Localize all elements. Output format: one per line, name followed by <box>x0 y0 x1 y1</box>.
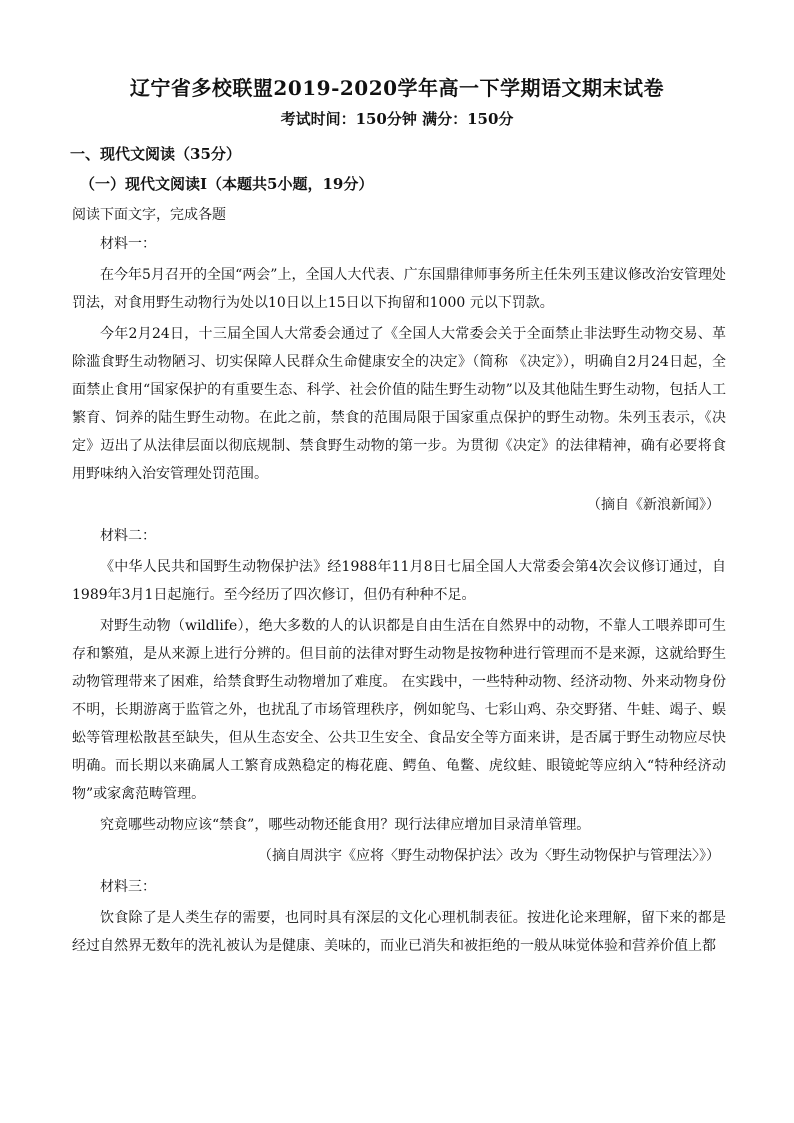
material1-paragraph-1: 在今年5月召开的全国“两会”上，全国人大代表、广东国鼎律师事务所主任朱列玉建议修改治安管理处罚法，对食用野生动物行为处以10日以上15日以下拘留和1000 元以下罚款。 <box>72 267 726 311</box>
reading-instruction: 阅读下面文字，完成各题 <box>72 207 226 223</box>
material1-label: 材料一： <box>100 236 156 252</box>
material2-paragraph-2: 对野生动物（wildlife），绝大多数的人的认识都是自由生活在自然界中的动物，不靠人工喂养即可生存和繁殖，是从来源上进行分辨的。但目前的法律对野生动物是按物种进行管理而不是来源，这就给野生动物管理带来了困难，给禁食野生动物增加了难度。 在实践中，一些特种动物、经济动物、外来动物身份不明，长期游离于监管之外，也扰乱了市场管理秩序，例如鸵鸟、七彩山鸡、杂交野猪、牛蛙、竭子、蜈蚣等管理松散甚至缺失，但从生态安全、公共卫生安全、食品安全等方面来讲，是否属于野生动物应尽快明确。而长期以来确属人工繁育成熟稳定的梅花鹿、鳄鱼、龟鳖、虎纹蛙、眼镜蛇等应纳入“特种经济动物”或家禽范畴管理。 <box>72 618 726 802</box>
material2-label: 材料二： <box>100 528 156 544</box>
material3-label: 材料三： <box>100 879 156 895</box>
material3-paragraph-1: 饮食除了是人类生存的需要，也同时具有深层的文化心理机制表征。按进化论来理解，留下来的都是经过自然界无数年的洗礼被认为是健康、美味的，而业已消失和被拒绝的一般从味觉体验和营养价值上都 <box>72 910 726 954</box>
document-title: 辽宁省多校联盟2019-2020学年高一下学期语文期末试卷 <box>129 76 665 100</box>
material2-paragraph-3: 究竟哪些动物应该“禁食”，哪些动物还能食用？现行法律应增加目录清单管理。 <box>100 817 591 833</box>
material1-source: （摘自《新浪新闻》） <box>587 497 720 513</box>
section-heading: 一、现代文阅读（35分） <box>70 145 241 163</box>
material2-source: （摘自周洪宇《应将〈野生动物保护法〉改为〈野生动物保护与管理法〉》） <box>258 848 720 864</box>
reading-materials <box>72 230 726 960</box>
material1-paragraph-2: 今年2月24日，十三届全国人大常委会通过了《全国人大常委会关于全面禁止非法野生动物交易、革除滥食野生动物陋习、切实保障人民群众生命健康安全的决定》（简称 《决定》），明确自2月24日起，全面禁止食用“国家保护的有重要生态、科学、社会价值的陆生野生动物”以及其他陆生野生动物，包括人工繁育、饲养的陆生野生动物。在此之前，禁食的范围局限于国家重点保护的野生动物。朱列玉表示，《决定》迈出了从法律层面以彻底规制、禁食野生动物的第一步。为贯彻《决定》的法律精神，确有必要将食用野味纳入治安管理处罚范围。 <box>72 326 726 482</box>
exam-time-and-score: 考试时间：150分钟 满分：150分 <box>280 110 514 128</box>
material2-paragraph-1: 《中华人民共和国野生动物保护法》经1988年11月8日七届全国人大常委会第4次会议修订通过，自1989年3月1日起施行。至今经历了四次修订，但仍有种种不足。 <box>72 559 726 603</box>
subsection-heading: （一）现代文阅读Ⅰ（本题共5小题，19分） <box>80 175 374 193</box>
